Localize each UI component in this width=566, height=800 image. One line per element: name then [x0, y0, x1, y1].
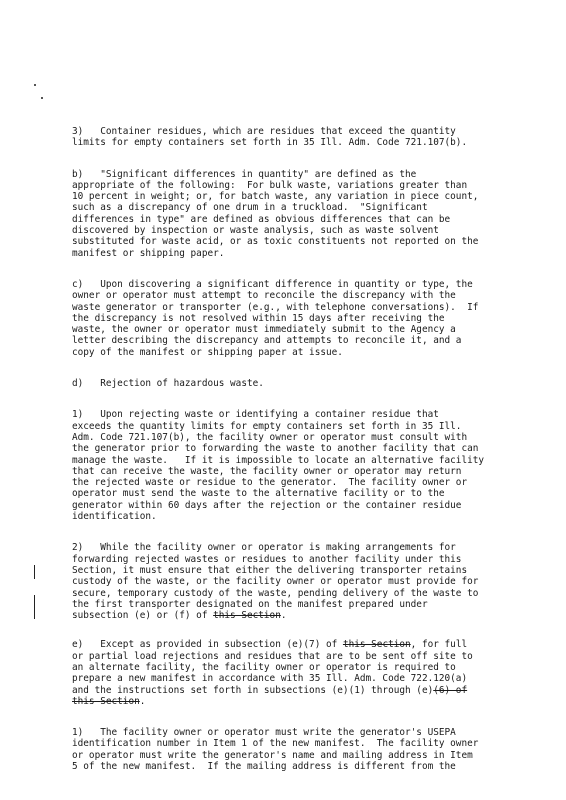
text-line: e) Except as provided in subsection (e)(7) of this Section, for full [72, 639, 468, 651]
text-line: or operator must write the generator's name and mailing address in Item [72, 749, 473, 761]
text-line: this Section. [72, 695, 146, 707]
text-line: 10 percent in weight; or, for batch waste, any variation in piece count, [72, 191, 479, 203]
text-line: secure, temporary custody of the waste, pending delivery of the waste to [72, 587, 479, 599]
text-line: Adm. Code 721.107(b), the facility owner or operator must consult with [72, 431, 468, 443]
text-line: the discrepancy is not resolved within 15 days after receiving the [72, 312, 445, 324]
text-line: operator must send the waste to the alternative facility or to the [72, 488, 445, 500]
text-line: d) Rejection of hazardous waste. [72, 378, 264, 390]
text-line: owner or operator must attempt to reconcile the discrepancy with the [72, 290, 456, 302]
text-line: 2) While the facility owner or operator is making arrangements for [72, 542, 456, 554]
text-line: Section, it must ensure that either the delivering transporter retains [72, 564, 468, 576]
scan-speck [41, 97, 43, 99]
text-line: the rejected waste or residue to the generator. The facility owner or [72, 477, 468, 489]
text-line: generator within 60 days after the rejection or the container residue [72, 499, 462, 511]
text-line: appropriate of the following: For bulk waste, variations greater than [72, 179, 468, 191]
struck-text: (6) of [433, 684, 468, 696]
text-line: discovered by inspection or waste analysis, such as waste solvent [72, 225, 439, 237]
text-line: subsection (e) or (f) of this Section. [72, 610, 287, 622]
text-line: waste generator or transporter (e.g., with telephone conversations). If [72, 301, 479, 313]
text-line: the generator prior to forwarding the waste to another facility that can [72, 443, 479, 455]
text-line: substituted for waste acid, or as toxic constituents not reported on the [72, 236, 479, 248]
struck-text: this Section [72, 695, 140, 707]
revision-bar [34, 595, 35, 619]
text-line: copy of the manifest or shipping paper at issue. [72, 346, 343, 358]
text-line: differences in type" are defined as obvious differences that can be [72, 213, 451, 225]
text-line: prepare a new manifest in accordance with 35 Ill. Adm. Code 722.120(a) [72, 673, 468, 685]
text-line: waste, the owner or operator must immediately submit to the Agency a [72, 324, 456, 336]
text-line: c) Upon discovering a significant difference in quantity or type, the [72, 278, 473, 290]
text-line: an alternate facility, the facility owner or operator is required to [72, 661, 456, 673]
paragraph [72, 126, 508, 149]
struck-text: this Section [213, 610, 281, 622]
text-line: and the instructions set forth in subsections (e)(1) through (e)(6) of [72, 684, 468, 696]
text-line: the first transporter designated on the manifest prepared under [72, 598, 428, 610]
text-line: such as a discrepancy of one drum in a truckload. "Significant [72, 202, 428, 214]
scan-speck [34, 84, 36, 86]
text-line: exceeds the quantity limits for empty containers set forth in 35 Ill. [72, 420, 462, 432]
text-line: manage the waste. If it is impossible to locate an alternative facility [72, 454, 485, 466]
paragraph [72, 727, 508, 772]
paragraph [72, 542, 508, 621]
text-line: 1) Upon rejecting waste or identifying a container residue that [72, 409, 439, 421]
text-line: identification. [72, 511, 157, 523]
text-line: letter describing the discrepancy and attempts to reconcile it, and a [72, 335, 462, 347]
paragraph [72, 409, 508, 522]
text-line: or partial load rejections and residues that are to be sent off site to [72, 650, 473, 662]
paragraph [72, 639, 508, 707]
text-line: forwarding rejected wastes or residues to another facility under this [72, 553, 462, 565]
text-line: manifest or shipping paper. [72, 247, 225, 259]
text-line: that can receive the waste, the facility owner or operator may return [72, 465, 462, 477]
text-line: limits for empty containers set forth in 35 Ill. Adm. Code 721.107(b). [72, 137, 468, 149]
revision-bar [34, 565, 35, 579]
paragraph [72, 279, 508, 358]
document-page [72, 126, 508, 772]
struck-text: this Section [342, 639, 411, 651]
text-line: identification number in Item 1 of the new manifest. The facility owner [72, 738, 479, 750]
text-line: b) "Significant differences in quantity" are defined as the [72, 168, 417, 180]
text-line: 1) The facility owner or operator must write the generator's USEPA [72, 727, 456, 739]
text-line: 5 of the new manifest. If the mailing address is different from the [72, 761, 456, 773]
text-line: 3) Container residues, which are residues that exceed the quantity [72, 126, 456, 137]
paragraph [72, 169, 508, 259]
paragraph [72, 378, 508, 389]
text-line: custody of the waste, or the facility owner or operator must provide for [72, 576, 479, 588]
